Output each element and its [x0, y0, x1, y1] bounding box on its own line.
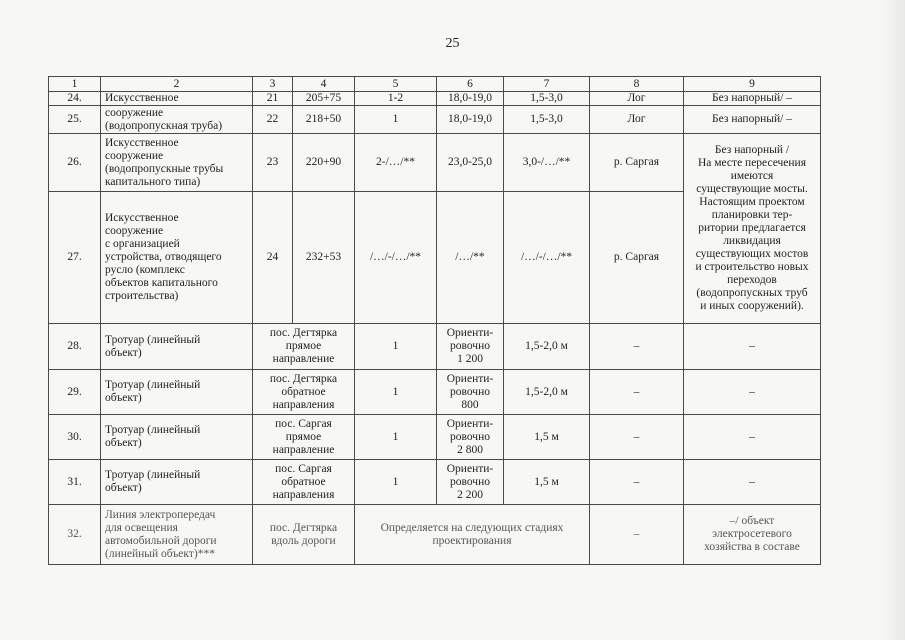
cell: 1	[355, 324, 437, 370]
table-row	[49, 505, 821, 565]
row-number: 31.	[49, 460, 101, 505]
cell: 1-2	[355, 92, 437, 106]
table-row	[49, 370, 821, 415]
cell: /…/-/…/**	[355, 192, 437, 324]
cell: 1,5 м	[504, 460, 590, 505]
row-number: 28.	[49, 324, 101, 370]
cell: 1,5 м	[504, 415, 590, 460]
header-cell: 2	[101, 77, 253, 92]
cell: Ориенти- ровочно 800	[437, 370, 504, 415]
cell: 1	[355, 106, 437, 134]
cell: –	[684, 415, 821, 460]
cell: –	[590, 505, 684, 565]
location-cell: пос. Саргая прямое направление	[253, 415, 355, 460]
table-row	[49, 415, 821, 460]
cell: 1	[355, 370, 437, 415]
cell: –/ объект электросетевого хозяйства в составе	[684, 505, 821, 565]
infrastructure-table	[48, 76, 821, 565]
object-name: Тротуар (линейный объект)	[101, 460, 253, 505]
cell: 205+75	[293, 92, 355, 106]
page-edge-shadow	[880, 0, 905, 640]
row-number: 30.	[49, 415, 101, 460]
cell: 24	[253, 192, 293, 324]
cell: 1	[355, 415, 437, 460]
object-name: Искусственное сооружение с организацией устройства, отводящего русло (комплекс объектов капитального строительства)	[101, 192, 253, 324]
location-cell: пос. Дегтярка прямое направление	[253, 324, 355, 370]
cell: –	[590, 460, 684, 505]
row-number: 27.	[49, 192, 101, 324]
cell: Лог	[590, 106, 684, 134]
cell: 1,5-3,0	[504, 106, 590, 134]
object-name: Искусственное	[101, 92, 253, 106]
cell: –	[590, 324, 684, 370]
object-name: Линия электропередач для освещения автомобильной дороги (линейный объект)***	[101, 505, 253, 565]
page-number: 25	[445, 36, 460, 51]
location-cell: пос. Саргая обратное направления	[253, 460, 355, 505]
cell: Ориенти- ровочно 2 200	[437, 460, 504, 505]
location-cell: пос. Дегтярка вдоль дороги	[253, 505, 355, 565]
cell: –	[590, 370, 684, 415]
cell: 218+50	[293, 106, 355, 134]
cell: –	[590, 415, 684, 460]
table-row	[49, 324, 821, 370]
cell: /…/-/…/**	[504, 192, 590, 324]
object-name: Тротуар (линейный объект)	[101, 415, 253, 460]
table-row	[49, 134, 821, 192]
header-cell: 7	[504, 77, 590, 92]
cell: 18,0-19,0	[437, 92, 504, 106]
header-cell: 9	[684, 77, 821, 92]
cell: Ориенти- ровочно 1 200	[437, 324, 504, 370]
cell: 3,0-/…/**	[504, 134, 590, 192]
cell: 1	[355, 460, 437, 505]
merged-note-cell: Без напорный / На месте пересечения имеются существующие мосты. Настоящим проектом планировки тер- ритории предлагается ликвидация существующих мостов и строительство новых переходов (водопропускных труб и иных сооружений).	[684, 134, 821, 324]
cell: 22	[253, 106, 293, 134]
cell: 220+90	[293, 134, 355, 192]
table-row	[49, 460, 821, 505]
cell: Ориенти- ровочно 2 800	[437, 415, 504, 460]
header-cell: 1	[49, 77, 101, 92]
cell: Лог	[590, 92, 684, 106]
cell: 232+53	[293, 192, 355, 324]
header-cell: 8	[590, 77, 684, 92]
table-row	[49, 92, 821, 106]
cell: Без напорный/ –	[684, 106, 821, 134]
cell: 23,0-25,0	[437, 134, 504, 192]
cell: 1,5-3,0	[504, 92, 590, 106]
row-number: 32.	[49, 505, 101, 565]
header-cell: 5	[355, 77, 437, 92]
table-row	[49, 106, 821, 134]
merged-stage-cell: Определяется на следующих стадиях проектирования	[355, 505, 590, 565]
row-number: 24.	[49, 92, 101, 106]
cell: –	[684, 460, 821, 505]
cell: Без напорный/ –	[684, 92, 821, 106]
row-number: 29.	[49, 370, 101, 415]
header-row	[49, 77, 821, 92]
header-cell: 6	[437, 77, 504, 92]
object-name: Тротуар (линейный объект)	[101, 324, 253, 370]
location-cell: пос. Дегтярка обратное направления	[253, 370, 355, 415]
cell: 2-/…/**	[355, 134, 437, 192]
cell: 23	[253, 134, 293, 192]
cell: 1,5-2,0 м	[504, 324, 590, 370]
header-cell: 4	[293, 77, 355, 92]
cell: р. Саргая	[590, 134, 684, 192]
cell: р. Саргая	[590, 192, 684, 324]
row-number: 25.	[49, 106, 101, 134]
object-name: Тротуар (линейный объект)	[101, 370, 253, 415]
row-number: 26.	[49, 134, 101, 192]
object-name: Искусственное сооружение (водопропускные трубы капитального типа)	[101, 134, 253, 192]
header-cell: 3	[253, 77, 293, 92]
cell: 21	[253, 92, 293, 106]
object-name: сооружение (водопропускная труба)	[101, 106, 253, 134]
cell: –	[684, 324, 821, 370]
cell: 18,0-19,0	[437, 106, 504, 134]
cell: /…/**	[437, 192, 504, 324]
cell: –	[684, 370, 821, 415]
cell: 1,5-2,0 м	[504, 370, 590, 415]
